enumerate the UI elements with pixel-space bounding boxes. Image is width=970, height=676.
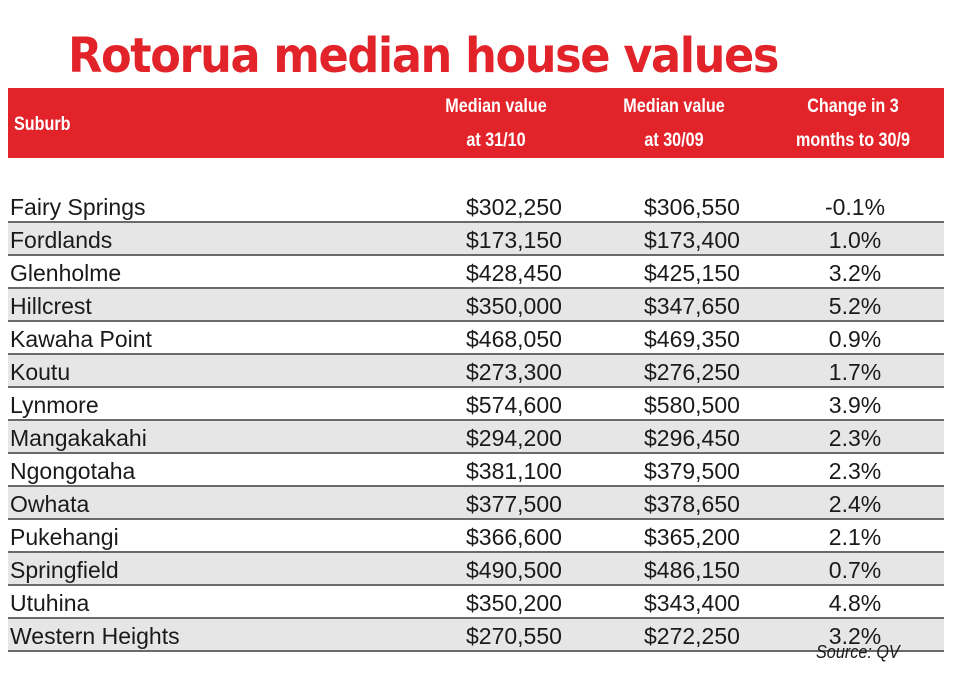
chart-title: Rotorua median house values — [68, 28, 779, 84]
table-row — [8, 553, 944, 586]
table-row — [8, 388, 944, 421]
table-row — [8, 454, 944, 487]
table-row — [8, 586, 944, 619]
table-row — [8, 619, 944, 652]
cell-median-31-10: $302,250 — [466, 194, 562, 220]
cell-median-31-10: $490,500 — [466, 557, 562, 583]
cell-suburb: Western Heights — [10, 623, 180, 649]
source-note: Source: QV — [816, 642, 900, 662]
header-change — [772, 90, 934, 158]
table-row — [8, 487, 944, 520]
cell-median-31-10: $377,500 — [466, 491, 562, 517]
cell-change: 3.2% — [828, 260, 882, 286]
table-row — [8, 322, 944, 355]
cell-suburb: Utuhina — [10, 590, 90, 616]
cell-change: 0.9% — [828, 326, 882, 352]
cell-median-31-10: $350,200 — [466, 590, 562, 616]
cell-median-30-09: $425,150 — [644, 260, 740, 286]
cell-change: 2.3% — [828, 425, 882, 451]
cell-median-30-09: $296,450 — [644, 425, 740, 451]
cell-change: 2.3% — [828, 458, 882, 484]
header-suburb-label: Suburb — [14, 114, 71, 135]
header-median-30-09-line1: Median value — [623, 96, 725, 117]
table-header — [8, 88, 944, 158]
table-row — [8, 223, 944, 256]
cell-change: 3.2% — [828, 623, 882, 649]
cell-suburb: Koutu — [10, 359, 71, 385]
cell-suburb: Fairy Springs — [10, 194, 146, 220]
cell-change: 2.4% — [828, 491, 882, 517]
cell-suburb: Kawaha Point — [10, 326, 152, 352]
cell-median-30-09: $173,400 — [644, 227, 740, 253]
cell-median-31-10: $294,200 — [466, 425, 562, 451]
cell-median-30-09: $486,150 — [644, 557, 740, 583]
cell-median-30-09: $379,500 — [644, 458, 740, 484]
cell-suburb: Pukehangi — [10, 524, 119, 550]
cell-median-30-09: $276,250 — [644, 359, 740, 385]
cell-median-30-09: $580,500 — [644, 392, 740, 418]
header-suburb — [14, 108, 71, 142]
header-change-line2: months to 30/9 — [796, 130, 910, 151]
header-median-31-10 — [428, 90, 564, 158]
table-row — [8, 190, 944, 223]
header-median-31-10-line2: at 31/10 — [466, 130, 526, 151]
table-row — [8, 421, 944, 454]
cell-suburb: Springfield — [10, 557, 119, 583]
cell-change: 1.7% — [828, 359, 882, 385]
cell-median-30-09: $347,650 — [644, 293, 740, 319]
cell-median-31-10: $381,100 — [466, 458, 562, 484]
cell-suburb: Hillcrest — [10, 293, 92, 319]
table-row — [8, 289, 944, 322]
cell-median-30-09: $469,350 — [644, 326, 740, 352]
cell-median-30-09: $365,200 — [644, 524, 740, 550]
table-row — [8, 355, 944, 388]
cell-suburb: Lynmore — [10, 392, 99, 418]
cell-change: -0.1% — [824, 194, 886, 220]
cell-change: 3.9% — [828, 392, 882, 418]
table-row — [8, 256, 944, 289]
header-median-30-09-line2: at 30/09 — [644, 130, 704, 151]
cell-change: 1.0% — [828, 227, 882, 253]
cell-change: 0.7% — [828, 557, 882, 583]
cell-median-31-10: $270,550 — [466, 623, 562, 649]
cell-median-31-10: $350,000 — [466, 293, 562, 319]
cell-median-31-10: $366,600 — [466, 524, 562, 550]
cell-suburb: Fordlands — [10, 227, 113, 253]
header-change-line1: Change in 3 — [807, 96, 899, 117]
header-median-30-09 — [606, 90, 742, 158]
cell-median-30-09: $378,650 — [644, 491, 740, 517]
cell-suburb: Glenholme — [10, 260, 122, 286]
cell-median-31-10: $428,450 — [466, 260, 562, 286]
cell-median-31-10: $273,300 — [466, 359, 562, 385]
cell-change: 2.1% — [828, 524, 882, 550]
cell-median-30-09: $343,400 — [644, 590, 740, 616]
table-body — [8, 190, 944, 652]
header-median-31-10-line1: Median value — [445, 96, 547, 117]
table-row — [8, 520, 944, 553]
cell-suburb: Ngongotaha — [10, 458, 136, 484]
cell-median-31-10: $468,050 — [466, 326, 562, 352]
cell-change: 4.8% — [828, 590, 882, 616]
cell-change: 5.2% — [828, 293, 882, 319]
cell-median-30-09: $306,550 — [644, 194, 740, 220]
cell-median-31-10: $574,600 — [466, 392, 562, 418]
cell-median-31-10: $173,150 — [466, 227, 562, 253]
cell-suburb: Owhata — [10, 491, 90, 517]
cell-suburb: Mangakakahi — [10, 425, 147, 451]
cell-median-30-09: $272,250 — [644, 623, 740, 649]
